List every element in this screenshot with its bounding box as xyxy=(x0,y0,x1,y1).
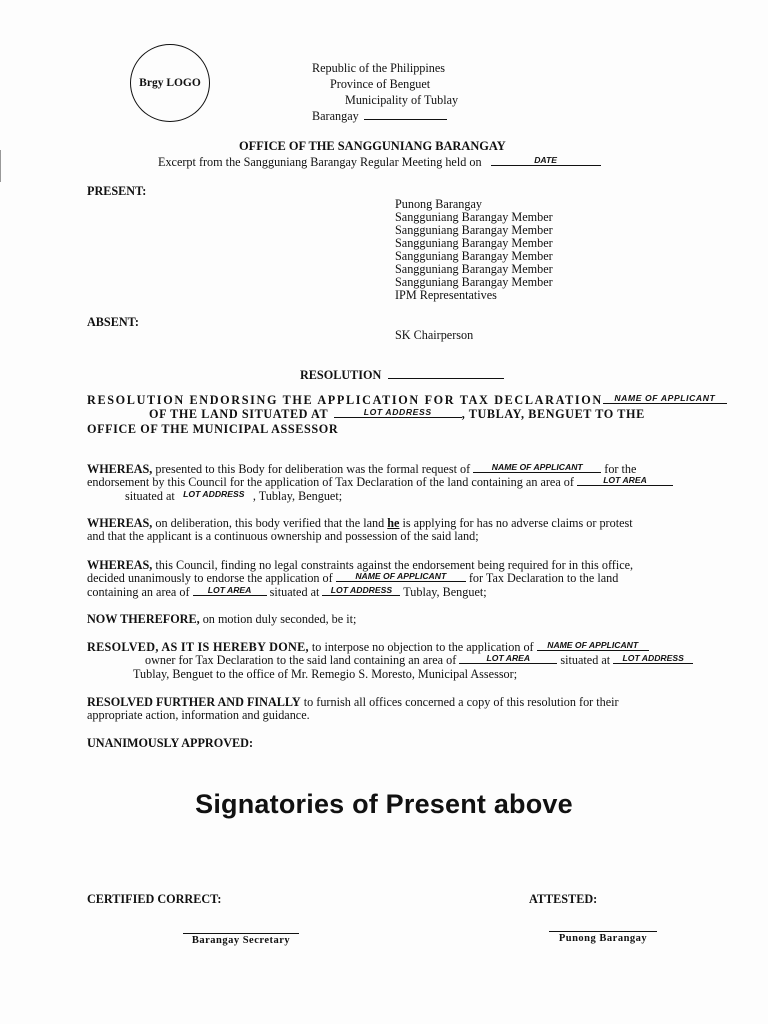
lot-address-blank[interactable]: LOT ADDRESS xyxy=(613,653,693,664)
logo-label: Brgy LOGO xyxy=(139,76,201,89)
title-line-3: OFFICE OF THE MUNICIPAL ASSESSOR xyxy=(87,421,339,436)
members-list xyxy=(395,198,553,302)
now-therefore-paragraph: NOW THEREFORE, on motion duly seconded, be it; xyxy=(87,612,357,626)
lot-address-blank[interactable]: LOT ADDRESS xyxy=(183,488,245,499)
barangay-name-blank[interactable] xyxy=(364,119,447,120)
lot-area-blank[interactable]: LOT AREA xyxy=(193,585,267,596)
present-label: PRESENT: xyxy=(87,184,147,198)
member-item: Sangguniang Barangay Member xyxy=(395,262,553,276)
office-title: OFFICE OF THE SANGGUNIANG BARANGAY xyxy=(239,139,506,153)
barangay-secretary-signature: Barangay Secretary xyxy=(183,933,299,947)
scan-edge-mark xyxy=(0,150,1,182)
header-republic: Republic of the Philippines xyxy=(312,61,446,75)
header-province: Province of Benguet xyxy=(330,77,431,91)
lot-address-blank[interactable]: LOT ADDRESS xyxy=(322,585,400,596)
whereas-paragraph-1: WHEREAS, presented to this Body for deliberation was the formal request of NAME OF APPLICANT for the endorsement by this Council for the application of Tax Declaration of the land containing an area of LOT AREA situated at LOT ADDRESS , Tublay, Benguet; xyxy=(87,463,689,503)
resolved-paragraph: RESOLVED, AS IT IS HEREBY DONE, to interpose no objection to the application of NAME OF APPLICANT owner for Tax Declaration to the said land containing an area of LOT AREA situated at LOT ADDRESS Tublay, Benguet to the office of Mr. Remegio S. Moresto, Municipal Assessor; xyxy=(87,641,689,681)
title-line-2a: OF THE LAND SITUATED AT xyxy=(149,407,329,422)
absent-member: SK Chairperson xyxy=(395,328,474,342)
whereas-paragraph-2: WHEREAS, on deliberation, this body verified that the land he is applying for has no adverse claims or protest and that the applicant is a continuous ownership and possession of the said land; xyxy=(87,516,633,544)
member-item: Sangguniang Barangay Member xyxy=(395,275,553,289)
whereas-paragraph-3: WHEREAS, this Council, finding no legal constraints against the endorsement being required for in this office, decided unanimously to endorse the application of NAME OF APPLICANT for Tax Declaration to the land containing an area of LOT AREA situated at LOT ADDRESS Tublay, Benguet; xyxy=(87,558,634,599)
member-item: Sangguniang Barangay Member xyxy=(395,236,553,250)
header-barangay: Barangay xyxy=(312,110,447,123)
lot-address-blank[interactable]: LOT ADDRESS xyxy=(334,407,462,418)
barangay-logo-placeholder xyxy=(130,44,210,122)
member-item: Sangguniang Barangay Member xyxy=(395,210,553,224)
applicant-blank[interactable]: NAME OF APPLICANT xyxy=(473,462,601,473)
attested-label: ATTESTED: xyxy=(529,892,598,906)
resolution-number-line: RESOLUTION xyxy=(300,369,504,382)
lot-area-blank[interactable]: LOT AREA xyxy=(459,653,557,664)
member-item: Punong Barangay xyxy=(395,197,482,211)
excerpt-line: Excerpt from the Sangguniang Barangay Regular Meeting held on DATE xyxy=(158,156,601,169)
member-item: IPM Representatives xyxy=(395,288,497,302)
certified-correct-label: CERTIFIED CORRECT: xyxy=(87,892,222,906)
applicant-blank[interactable]: NAME OF APPLICANT xyxy=(336,571,466,582)
header-municipality: Municipality of Tublay xyxy=(345,93,459,107)
title-line-2b: , TUBLAY, BENGUET TO THE xyxy=(461,407,645,422)
lot-area-blank[interactable]: LOT AREA xyxy=(577,475,673,486)
applicant-blank[interactable]: NAME OF APPLICANT xyxy=(603,393,727,404)
punong-barangay-signature: Punong Barangay xyxy=(549,931,657,945)
member-item: Sangguniang Barangay Member xyxy=(395,249,553,263)
applicant-blank[interactable]: NAME OF APPLICANT xyxy=(537,640,649,651)
resolution-number-blank[interactable] xyxy=(388,378,504,379)
unanimously-approved: UNANIMOUSLY APPROVED: xyxy=(87,736,254,750)
date-blank[interactable]: DATE xyxy=(491,155,601,166)
resolved-further-paragraph: RESOLVED FURTHER AND FINALLY to furnish all offices concerned a copy of this resolution for their appropriate action, information and guidance. xyxy=(87,695,619,723)
title-line-1: RESOLUTION ENDORSING THE APPLICATION FOR TAX DECLARATION xyxy=(87,393,603,407)
absent-label: ABSENT: xyxy=(87,315,139,329)
resolution-title-block xyxy=(87,393,716,436)
member-item: Sangguniang Barangay Member xyxy=(395,223,553,237)
signatories-heading: Signatories of Present above xyxy=(195,789,573,819)
